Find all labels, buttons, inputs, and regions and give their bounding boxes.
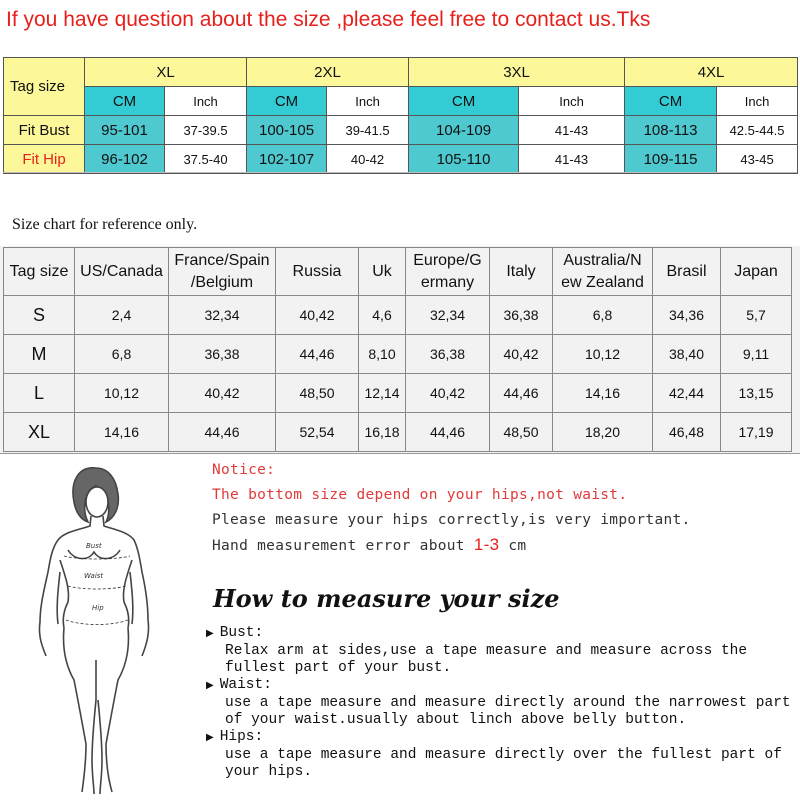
conversion-cell: 12,14 [359,374,406,413]
cm-value: 108-113 [625,116,717,145]
guide-hips-heading [206,729,796,747]
row-label: Fit Bust [4,116,85,145]
cm-value: 104-109 [409,116,519,145]
row-label: Fit Hip [4,145,85,174]
cm-value: 105-110 [409,145,519,174]
guide-bust-heading [206,625,796,643]
conversion-cell: 4,6 [359,296,406,335]
conversion-cell: 6,8 [553,296,653,335]
conversion-cell: 36,38 [490,296,553,335]
woman-silhouette-icon [8,460,188,800]
triangle-bullet-icon: ▶ [206,681,214,692]
conversion-cell: 44,46 [406,413,490,452]
conversion-row [4,374,792,413]
bust-label: Bust [86,542,102,550]
unit-inch: Inch [327,87,409,116]
conversion-cell: 52,54 [276,413,359,452]
conversion-cell: 5,7 [721,296,792,335]
notice-line-error [212,535,526,555]
fit-bust-row [4,116,798,145]
inch-value: 39-41.5 [327,116,409,145]
unit-cm: CM [247,87,327,116]
conversion-cell: 9,11 [721,335,792,374]
notice-title: Notice: [212,462,276,478]
body-figure-illustration [8,460,188,800]
notice-line-measure: Please measure your hips correctly,is very important. [212,512,691,528]
conversion-cell: 8,10 [359,335,406,374]
conversion-column-header: US/Canada [75,248,169,296]
conversion-cell: 40,42 [490,335,553,374]
fit-hip-row [4,145,798,174]
cm-value: 95-101 [85,116,165,145]
conversion-row [4,335,792,374]
guide-bust-text: Relax arm at sides,use a tape measure and measure across the fullest part of your bust. [225,643,748,676]
conversion-cell: 32,34 [406,296,490,335]
conversion-cell: 36,38 [406,335,490,374]
measurement-guide [206,625,796,781]
conversion-cell: 16,18 [359,413,406,452]
contact-headline: If you have question about the size ,please feel free to contact us.Tks [6,8,651,31]
conversion-cell: 44,46 [276,335,359,374]
conversion-cell: 10,12 [553,335,653,374]
cm-value: 102-107 [247,145,327,174]
conversion-cell: 48,50 [276,374,359,413]
conversion-cell: 13,15 [721,374,792,413]
triangle-bullet-icon: ▶ [206,629,214,640]
cm-value: 100-105 [247,116,327,145]
conversion-cell: 17,19 [721,413,792,452]
conversion-cell: 14,16 [75,413,169,452]
notice-line-hips: The bottom size depend on your hips,not waist. [212,487,628,503]
unit-inch: Inch [519,87,625,116]
hip-label: Hip [92,604,104,612]
unit-cm: CM [625,87,717,116]
guide-heading-text: Waist: [219,677,272,693]
triangle-bullet-icon: ▶ [206,733,214,744]
conversion-cell: 10,12 [75,374,169,413]
conversion-cell: 40,42 [169,374,276,413]
size-measurement-table [3,57,798,174]
conversion-cell: 36,38 [169,335,276,374]
conversion-column-header: France/Spain /Belgium [169,248,276,296]
conversion-column-header: Russia [276,248,359,296]
conversion-cell: 2,4 [75,296,169,335]
size-header: 2XL [247,58,409,87]
size-header: XL [85,58,247,87]
conversion-cell: 32,34 [169,296,276,335]
guide-waist-text: use a tape measure and measure directly around the narrowest part of your waist.usually about linch above belly button. [225,695,791,728]
conversion-cell: 40,42 [406,374,490,413]
inch-value: 42.5-44.5 [717,116,798,145]
cm-value: 96-102 [85,145,165,174]
error-range: 1-3 [473,535,500,554]
unit-cm: CM [85,87,165,116]
conversion-cell: 40,42 [276,296,359,335]
waist-label: Waist [84,572,104,580]
error-unit: cm [508,538,527,554]
conversion-cell: 48,50 [490,413,553,452]
how-to-measure-title: How to measure your size [213,584,560,613]
conversion-cell: 44,46 [169,413,276,452]
conversion-column-header: Italy [490,248,553,296]
conversion-row [4,413,792,452]
conversion-cell: 14,16 [553,374,653,413]
reference-disclaimer: Size chart for reference only. [12,216,198,233]
inch-value: 43-45 [717,145,798,174]
conversion-cell: 18,20 [553,413,653,452]
size-header: 4XL [625,58,798,87]
conversion-column-header: Tag size [4,248,75,296]
size-cell: M [4,335,75,374]
inch-value: 41-43 [519,145,625,174]
inch-value: 37.5-40 [165,145,247,174]
conversion-cell: 38,40 [653,335,721,374]
conversion-cell: 34,36 [653,296,721,335]
conversion-row [4,296,792,335]
inch-value: 37-39.5 [165,116,247,145]
size-cell: S [4,296,75,335]
tag-size-label: Tag size [4,58,85,116]
conversion-cell: 46,48 [653,413,721,452]
size-cell: L [4,374,75,413]
conversion-cell: 6,8 [75,335,169,374]
conversion-cell: 42,44 [653,374,721,413]
unit-inch: Inch [165,87,247,116]
conversion-column-header: Uk [359,248,406,296]
divider [3,172,797,173]
error-prefix: Hand measurement error about [212,538,465,554]
cm-value: 109-115 [625,145,717,174]
guide-waist-heading [206,677,796,695]
conversion-header-row [4,248,792,296]
inch-value: 40-42 [327,145,409,174]
conversion-column-header: Australia/N ew Zealand [553,248,653,296]
size-conversion-table [3,247,792,452]
unit-inch: Inch [717,87,798,116]
conversion-column-header: Japan [721,248,792,296]
guide-heading-text: Hips: [219,729,264,745]
conversion-column-header: Europe/G ermany [406,248,490,296]
guide-heading-text: Bust: [219,625,264,641]
size-header: 3XL [409,58,625,87]
inch-value: 41-43 [519,116,625,145]
conversion-cell: 44,46 [490,374,553,413]
conversion-column-header: Brasil [653,248,721,296]
guide-hips-text: use a tape measure and measure directly over the fullest part of your hips. [225,747,782,780]
size-cell: XL [4,413,75,452]
unit-cm: CM [409,87,519,116]
divider [0,453,800,454]
